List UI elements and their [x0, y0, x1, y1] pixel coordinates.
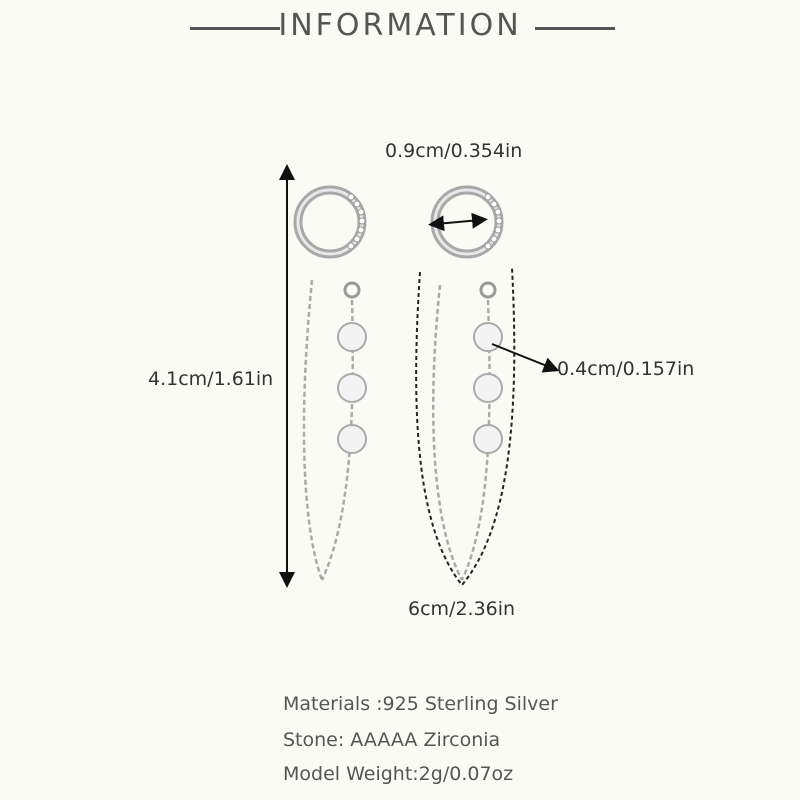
weight-text: Model Weight:2g/0.07oz	[283, 763, 514, 785]
stone-size-label: 0.4cm/0.157in	[557, 358, 695, 380]
left-dangle-stones	[338, 323, 366, 453]
hoop-width-arrow	[436, 220, 480, 224]
chain-length-label: 6cm/2.36in	[408, 598, 516, 620]
left-earring	[298, 190, 366, 580]
right-dangle-stones	[474, 323, 502, 453]
chain-length-outline	[416, 268, 514, 585]
page-title: INFORMATION	[278, 8, 522, 43]
right-earring	[433, 190, 502, 580]
stone-size-pointer	[492, 344, 552, 368]
hoop-width-label: 0.9cm/0.354in	[385, 140, 523, 162]
total-length-label: 4.1cm/1.61in	[148, 368, 274, 390]
materials-text: Materials :925 Sterling Silver	[283, 693, 558, 715]
stone-text: Stone: AAAAA Zirconia	[283, 729, 501, 751]
